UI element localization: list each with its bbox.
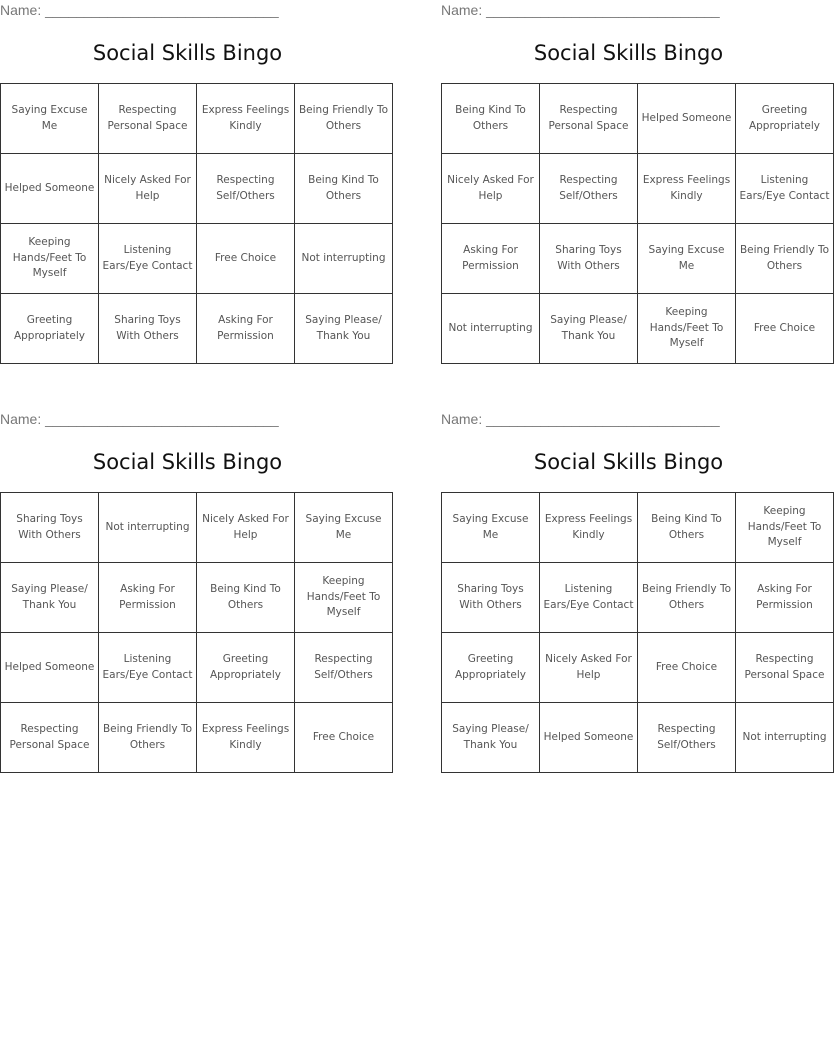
name-field-label: Name: ______________________________	[0, 2, 279, 18]
bingo-cell: Keeping Hands/Feet To Myself	[295, 563, 393, 633]
bingo-cell: Helped Someone	[638, 84, 736, 154]
bingo-cell: Not interrupting	[442, 294, 540, 364]
bingo-cell: Being Kind To Others	[197, 563, 295, 633]
bingo-cell-free-choice: Free Choice	[197, 224, 295, 294]
bingo-cell: Respecting Self/Others	[295, 633, 393, 703]
grid-row	[1, 703, 393, 773]
grid-row	[1, 224, 393, 294]
bingo-cell-free-choice: Free Choice	[295, 703, 393, 773]
bingo-cell: Asking For Permission	[99, 563, 197, 633]
grid-row	[1, 633, 393, 703]
grid-row	[1, 154, 393, 224]
bingo-cell: Respecting Personal Space	[540, 84, 638, 154]
bingo-cell: Nicely Asked For Help	[99, 154, 197, 224]
bingo-cell: Being Kind To Others	[295, 154, 393, 224]
bingo-cell: Respecting Self/Others	[540, 154, 638, 224]
bingo-grid	[441, 83, 834, 364]
bingo-cell: Sharing Toys With Others	[1, 493, 99, 563]
bingo-cell: Saying Please/ Thank You	[1, 563, 99, 633]
bingo-cell: Listening Ears/Eye Contact	[99, 224, 197, 294]
bingo-cell: Nicely Asked For Help	[442, 154, 540, 224]
bingo-cell: Saying Please/ Thank You	[295, 294, 393, 364]
bingo-cell: Listening Ears/Eye Contact	[736, 154, 834, 224]
bingo-cell: Express Feelings Kindly	[540, 493, 638, 563]
bingo-cell: Asking For Permission	[736, 563, 834, 633]
bingo-cell: Asking For Permission	[197, 294, 295, 364]
grid-row	[1, 84, 393, 154]
bingo-cell: Respecting Personal Space	[1, 703, 99, 773]
bingo-cell: Sharing Toys With Others	[540, 224, 638, 294]
bingo-cell: Respecting Personal Space	[736, 633, 834, 703]
grid-row	[442, 294, 834, 364]
bingo-cell: Greeting Appropriately	[736, 84, 834, 154]
bingo-cell: Saying Excuse Me	[295, 493, 393, 563]
bingo-cell: Not interrupting	[99, 493, 197, 563]
grid-row	[442, 154, 834, 224]
bingo-cell: Listening Ears/Eye Contact	[540, 563, 638, 633]
card-title: Social Skills Bingo	[533, 41, 724, 65]
bingo-cell: Greeting Appropriately	[197, 633, 295, 703]
bingo-cell: Respecting Self/Others	[638, 703, 736, 773]
bingo-cell: Being Friendly To Others	[736, 224, 834, 294]
grid-row	[442, 84, 834, 154]
bingo-cell-free-choice: Free Choice	[736, 294, 834, 364]
bingo-cell: Sharing Toys With Others	[99, 294, 197, 364]
grid-row	[442, 224, 834, 294]
bingo-cell: Listening Ears/Eye Contact	[99, 633, 197, 703]
bingo-cell-free-choice: Free Choice	[638, 633, 736, 703]
bingo-cell: Asking For Permission	[442, 224, 540, 294]
bingo-cell: Saying Excuse Me	[442, 493, 540, 563]
bingo-cell: Express Feelings Kindly	[197, 84, 295, 154]
bingo-cell: Saying Excuse Me	[1, 84, 99, 154]
bingo-cell: Being Kind To Others	[442, 84, 540, 154]
bingo-grid	[0, 83, 393, 364]
bingo-cell: Sharing Toys With Others	[442, 563, 540, 633]
bingo-cell: Respecting Personal Space	[99, 84, 197, 154]
bingo-cell: Helped Someone	[1, 154, 99, 224]
bingo-cell: Express Feelings Kindly	[197, 703, 295, 773]
bingo-cell: Being Friendly To Others	[295, 84, 393, 154]
bingo-grid	[441, 492, 834, 773]
grid-row	[442, 563, 834, 633]
name-field-label: Name: ______________________________	[441, 411, 720, 427]
grid-row	[442, 703, 834, 773]
grid-row	[1, 493, 393, 563]
grid-row	[442, 633, 834, 703]
bingo-cell: Keeping Hands/Feet To Myself	[736, 493, 834, 563]
bingo-cell: Respecting Self/Others	[197, 154, 295, 224]
bingo-cell: Greeting Appropriately	[442, 633, 540, 703]
bingo-grid	[0, 492, 393, 773]
grid-row	[1, 294, 393, 364]
bingo-cell: Not interrupting	[736, 703, 834, 773]
bingo-cell: Helped Someone	[1, 633, 99, 703]
grid-row	[1, 563, 393, 633]
name-field-label: Name: ______________________________	[0, 411, 279, 427]
bingo-cell: Nicely Asked For Help	[197, 493, 295, 563]
card-title: Social Skills Bingo	[533, 450, 724, 474]
bingo-cell: Saying Excuse Me	[638, 224, 736, 294]
bingo-cell: Express Feelings Kindly	[638, 154, 736, 224]
bingo-cell: Being Friendly To Others	[638, 563, 736, 633]
bingo-cell: Keeping Hands/Feet To Myself	[1, 224, 99, 294]
bingo-cell: Saying Please/ Thank You	[540, 294, 638, 364]
bingo-cell: Being Friendly To Others	[99, 703, 197, 773]
bingo-cell: Being Kind To Others	[638, 493, 736, 563]
bingo-cell: Greeting Appropriately	[1, 294, 99, 364]
bingo-cell: Helped Someone	[540, 703, 638, 773]
bingo-cell: Saying Please/ Thank You	[442, 703, 540, 773]
grid-row	[442, 493, 834, 563]
bingo-cell: Keeping Hands/Feet To Myself	[638, 294, 736, 364]
bingo-cell: Nicely Asked For Help	[540, 633, 638, 703]
card-title: Social Skills Bingo	[92, 450, 283, 474]
bingo-cell: Not interrupting	[295, 224, 393, 294]
name-field-label: Name: ______________________________	[441, 2, 720, 18]
card-title: Social Skills Bingo	[92, 41, 283, 65]
